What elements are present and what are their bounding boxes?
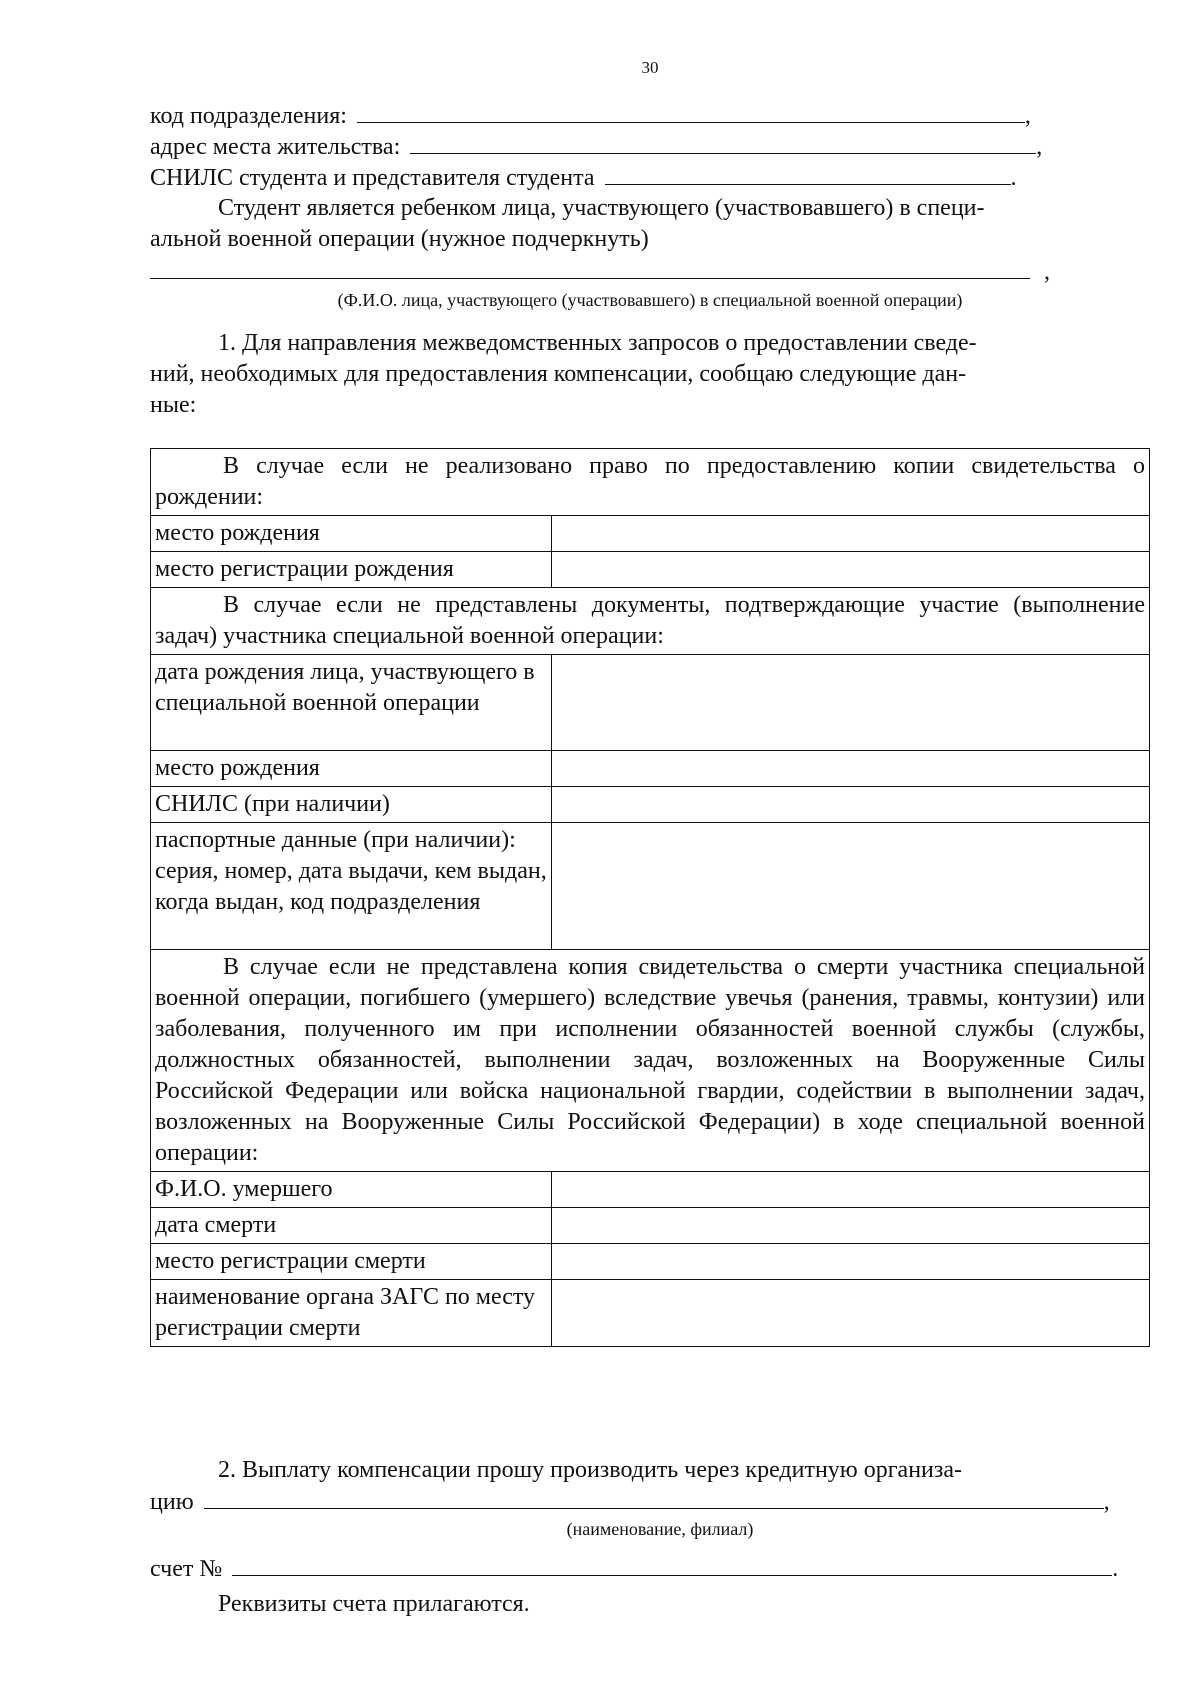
table-row xyxy=(151,552,1150,588)
birth-certificate-heading: В случае если не реализовано право по предоставлению копии свидетельства о рождении: xyxy=(151,449,1150,516)
section2-line1: 2. Выплату компенсации прошу производить через кредитную организа- xyxy=(218,1457,963,1483)
participation-documents-heading: В случае если не представлены документы, подтверждающие участие (выполнение задач) участника специальной военной операции: xyxy=(151,588,1150,655)
table-row xyxy=(151,1172,1150,1208)
registry-office-value[interactable] xyxy=(552,1280,1150,1347)
deceased-name-value[interactable] xyxy=(552,1172,1150,1208)
section1-line2: ний, необходимых для предоставления компенсации, сообщаю следующие дан- xyxy=(150,361,967,387)
table-row xyxy=(151,1208,1150,1244)
table-row xyxy=(151,516,1150,552)
participant-birth-place-value[interactable] xyxy=(552,751,1150,787)
account-line: счет № . xyxy=(150,1553,1150,1585)
death-date-label: дата смерти xyxy=(151,1208,552,1244)
table-row xyxy=(151,655,1150,751)
birth-registration-place-label: место регистрации рождения xyxy=(151,552,552,588)
bank-line: цию , xyxy=(150,1486,1150,1518)
death-date-value[interactable] xyxy=(552,1208,1150,1244)
participant-birth-date-label: дата рождения лица, участвующего в специальной военной операции xyxy=(151,655,552,751)
death-registration-place-value[interactable] xyxy=(552,1244,1150,1280)
address-field[interactable] xyxy=(410,131,1036,154)
bank-caption: (наименование, филиал) xyxy=(566,1519,754,1539)
table-row xyxy=(151,950,1150,1172)
participant-birth-date-value[interactable] xyxy=(552,655,1150,751)
birth-registration-place-value[interactable] xyxy=(552,552,1150,588)
subdivision-code-field[interactable] xyxy=(357,100,1025,123)
address-line: адрес места жительства: , xyxy=(150,131,1150,163)
participant-birth-place-label: место рождения xyxy=(151,751,552,787)
document-page xyxy=(150,0,1150,1697)
table-row xyxy=(151,1244,1150,1280)
participant-snils-value[interactable] xyxy=(552,787,1150,823)
registry-office-label: наименование органа ЗАГС по месту регистрации смерти xyxy=(151,1280,552,1347)
death-certificate-heading: В случае если не представлена копия свидетельства о смерти участника специальной военной операции, погибшего (умершего) вследствие увечья (ранения, травмы, контузии) или заболевания, полученного им при исполнении обязанностей военной службы (службы, должностных обязанностей, выполнении задач, возложенных на Вооруженные Силы Российской Федерации или войска национальной гвардии, содействии в выполнении задач, возложенных на Вооруженные Силы Российской Федерации) в ходе специальной военной операции: xyxy=(151,950,1150,1172)
participant-snils-label: СНИЛС (при наличии) xyxy=(151,787,552,823)
death-registration-place-label: место регистрации смерти xyxy=(151,1244,552,1280)
table-row xyxy=(151,588,1150,655)
participant-name-field[interactable] xyxy=(150,256,1030,279)
bank-field[interactable] xyxy=(204,1486,1104,1509)
section1-line3: ные: xyxy=(150,392,197,418)
account-field[interactable] xyxy=(232,1553,1112,1576)
participant-passport-label: паспортные данные (при наличии): серия, номер, дата выдачи, кем выдан, когда выдан, код подразделения xyxy=(151,823,552,950)
account-label: счет № xyxy=(150,1556,223,1582)
table-row xyxy=(151,449,1150,516)
bank-label: цию xyxy=(150,1489,194,1515)
table-row xyxy=(151,751,1150,787)
table-row xyxy=(151,823,1150,950)
page-number: 30 xyxy=(641,58,659,77)
table-row xyxy=(151,1280,1150,1347)
snils-label: СНИЛС студента и представителя студента xyxy=(150,165,595,191)
child-statement-line1: Студент является ребенком лица, участвующего (участвовавшего) в специ- xyxy=(218,195,985,221)
child-statement-line2: альной военной операции (нужное подчеркнуть) xyxy=(150,226,649,252)
subdivision-code-line: код подразделения: , xyxy=(150,100,1150,132)
participant-passport-value[interactable] xyxy=(552,823,1150,950)
snils-field[interactable] xyxy=(605,162,1011,185)
address-label: адрес места жительства: xyxy=(150,134,401,160)
snils-line: СНИЛС студента и представителя студента . xyxy=(150,162,1150,194)
participant-name-line: , xyxy=(150,256,1150,288)
birth-place-label: место рождения xyxy=(151,516,552,552)
table-row xyxy=(151,787,1150,823)
requisites-note: Реквизиты счета прилагаются. xyxy=(218,1591,530,1617)
section1-line1: 1. Для направления межведомственных запросов о предоставлении сведе- xyxy=(218,330,977,356)
data-table xyxy=(150,448,1150,1347)
birth-place-value[interactable] xyxy=(552,516,1150,552)
subdivision-code-label: код подразделения: xyxy=(150,103,347,129)
participant-name-caption: (Ф.И.О. лица, участвующего (участвовавшего) в специальной военной операции) xyxy=(337,290,963,310)
deceased-name-label: Ф.И.О. умершего xyxy=(151,1172,552,1208)
